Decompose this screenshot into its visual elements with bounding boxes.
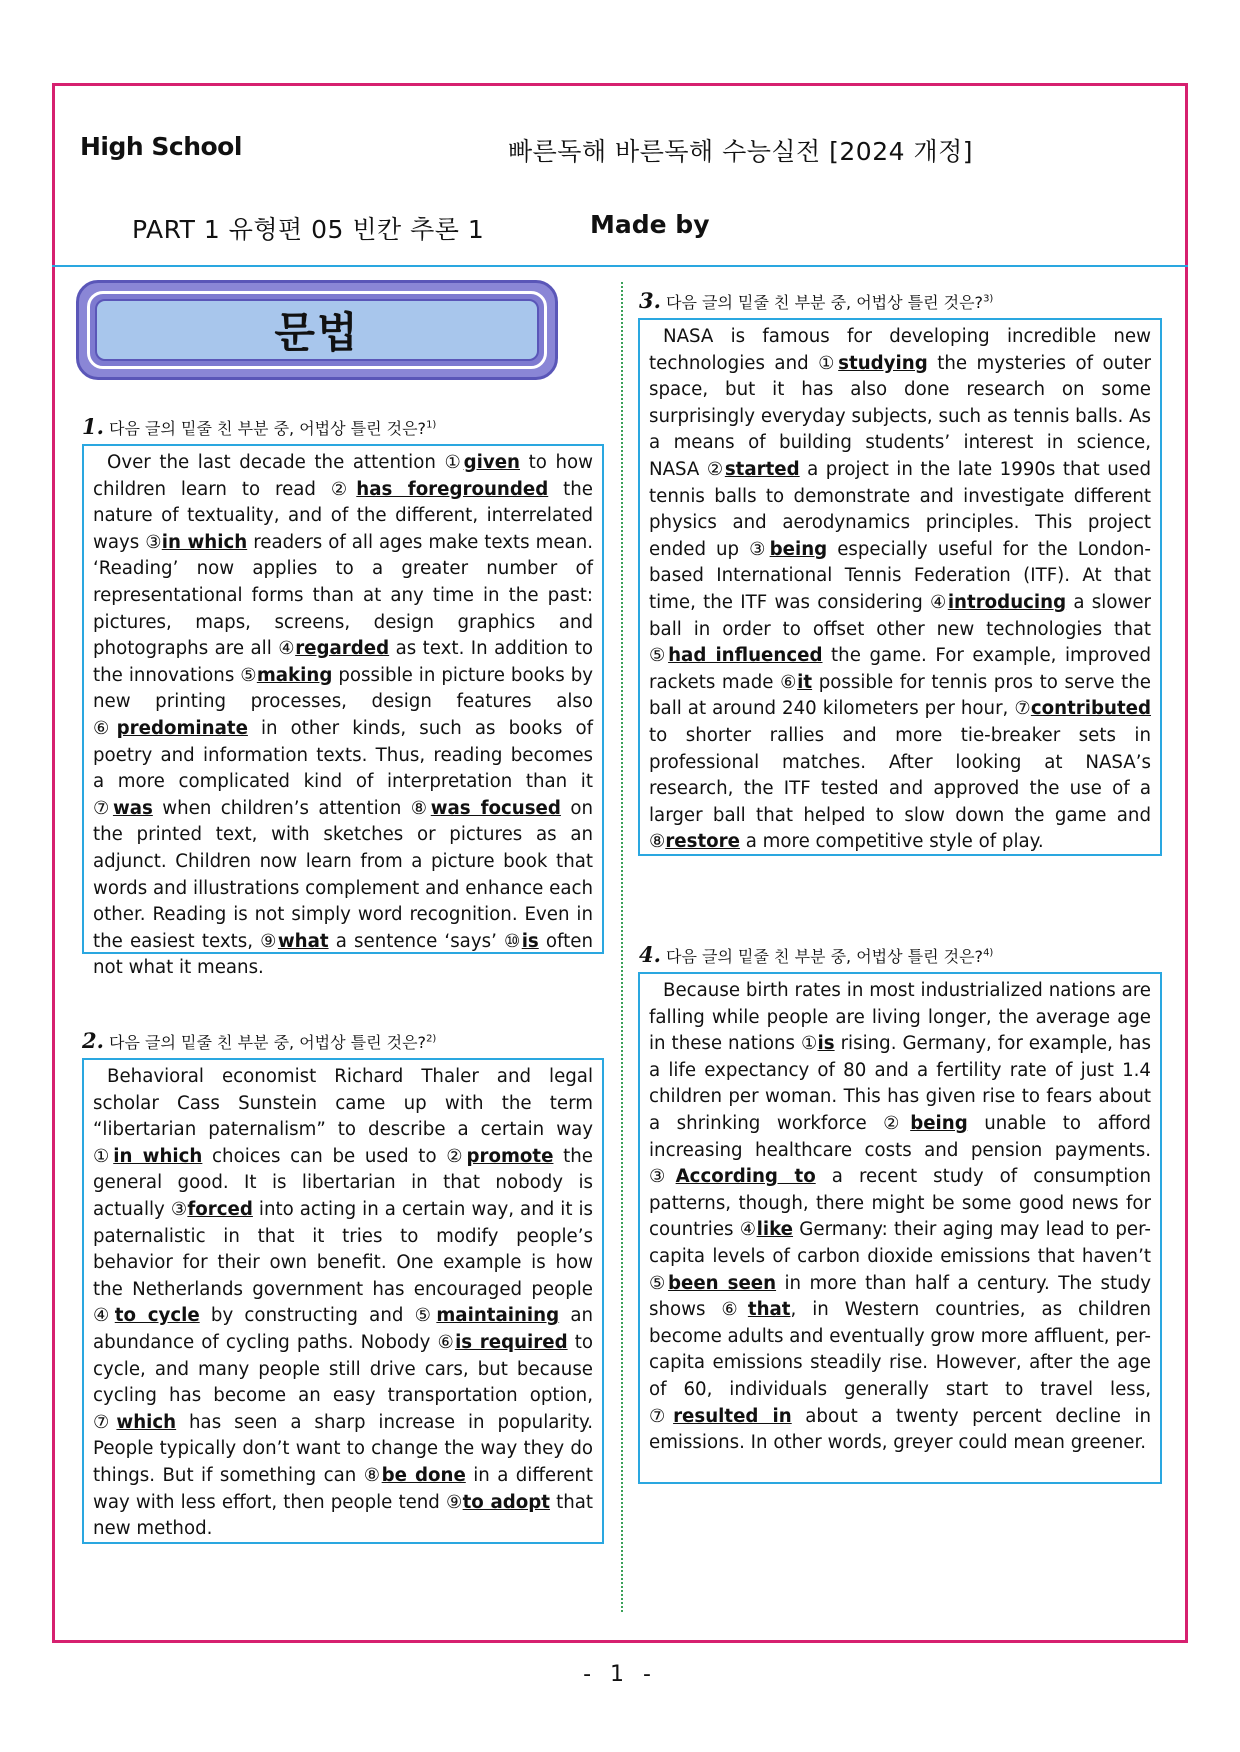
underlined-choice: contributed bbox=[1030, 698, 1151, 720]
choice-marker: ⑨ bbox=[260, 930, 278, 952]
passage-text-segment: as text. In addition to the innovations bbox=[93, 638, 593, 686]
passage-text-segment: in more than half a century. The study shows bbox=[649, 1272, 1151, 1321]
passage-text-segment: , in Western countries, as children become adults and eventually grow more affluent, per-capita emissions steadily rise. However, after the age of 60, individuals generally start to travel less, bbox=[649, 1299, 1151, 1400]
passage-text-segment: a more competitive style of play. bbox=[739, 831, 1044, 853]
choice-marker: ③ bbox=[170, 1198, 188, 1220]
underlined-choice: is required bbox=[455, 1331, 568, 1353]
underlined-choice: being bbox=[910, 1112, 968, 1134]
choice-marker: ⑦ bbox=[93, 1411, 117, 1433]
passage-text-segment: to how children learn to read bbox=[93, 452, 593, 500]
underlined-choice: is bbox=[521, 930, 539, 952]
underlined-choice: started bbox=[724, 458, 800, 480]
underlined-choice: given bbox=[463, 452, 520, 473]
header-book-title: 빠른독해 바른독해 수능실전 [2024 개정] bbox=[508, 137, 974, 166]
underlined-choice: what bbox=[277, 930, 329, 952]
passage-text-segment: rising. Germany, for example, has a life expectancy of 80 and a fertility rate of just 1.4 children per woman. This has given rise to fears about a shrinking workforce bbox=[649, 1033, 1151, 1134]
question-1-prompt: 다음 글의 밑줄 친 부분 중, 어법상 틀린 것은? bbox=[109, 419, 427, 438]
choice-marker: ① bbox=[801, 1033, 818, 1055]
question-2-prompt: 다음 글의 밑줄 친 부분 중, 어법상 틀린 것은? bbox=[109, 1033, 427, 1052]
passage-text-segment: to shorter rallies and more tie-breaker sets in professional matches. After looking at NASA’s research, the ITF tested and approved the use of a larger ball that helped to slow down the game and bbox=[649, 724, 1151, 826]
underlined-choice: studying bbox=[838, 352, 928, 374]
choice-marker: ⑦ bbox=[649, 1405, 674, 1427]
choice-marker: ⑨ bbox=[445, 1491, 463, 1513]
underlined-choice: According to bbox=[675, 1166, 816, 1188]
choice-marker: ⑤ bbox=[240, 664, 257, 686]
underlined-choice: being bbox=[769, 538, 828, 560]
question-2-heading bbox=[82, 1028, 436, 1053]
passage-text-segment: possible in picture books by new printing processes, design features also bbox=[93, 664, 594, 713]
question-4-passage bbox=[638, 972, 1162, 1484]
section-badge-inner bbox=[95, 299, 539, 361]
underlined-choice: introducing bbox=[947, 591, 1067, 613]
column-divider bbox=[621, 282, 623, 1612]
page-number: - 1 - bbox=[583, 1662, 657, 1687]
passage-text-segment: has seen a sharp increase in popularity. People typically don’t want to change the way they do things. But if something can bbox=[93, 1411, 593, 1486]
section-badge bbox=[76, 280, 558, 380]
choice-marker: ⑥ bbox=[721, 1299, 748, 1321]
choice-marker: ③ bbox=[145, 531, 162, 553]
underlined-choice: regarded bbox=[295, 638, 390, 660]
question-2-text bbox=[93, 1064, 593, 1543]
underlined-choice: in which bbox=[113, 1145, 203, 1167]
question-4-heading bbox=[639, 942, 993, 967]
question-1-number: 1. bbox=[82, 414, 104, 439]
question-4-number: 4. bbox=[639, 942, 661, 967]
passage-text-segment: a sentence ‘says’ bbox=[328, 930, 505, 952]
question-1-heading bbox=[82, 414, 436, 439]
underlined-choice: had influenced bbox=[668, 645, 823, 667]
question-3-number: 3. bbox=[639, 288, 661, 313]
underlined-choice: maintaining bbox=[436, 1305, 560, 1327]
choice-marker: ⑥ bbox=[93, 717, 117, 739]
question-4-text bbox=[649, 978, 1151, 1457]
passage-text-segment: when children’s attention bbox=[152, 797, 411, 819]
underlined-choice: to cycle bbox=[114, 1305, 200, 1327]
underlined-choice: is bbox=[817, 1033, 835, 1055]
section-badge-label: 문법 bbox=[274, 308, 360, 357]
passage-text-segment: in a different way with less effort, then people tend bbox=[93, 1464, 594, 1513]
question-4-prompt: 다음 글의 밑줄 친 부분 중, 어법상 틀린 것은? bbox=[666, 947, 984, 966]
underlined-choice: was focused bbox=[430, 797, 561, 819]
underlined-choice: to adopt bbox=[462, 1491, 550, 1513]
passage-text-segment: readers of all ages make texts mean. ‘Reading’ now applies to a greater number of representational forms than at any time in the past: pictures, maps, screens, design graphics and photographs are all bbox=[93, 531, 593, 660]
choice-marker: ② bbox=[706, 458, 725, 480]
passage-text-segment: into acting in a certain way, and it is paternalistic in that it tries to modify people’s behavior for their own benefit. One example is how the Netherlands government has encouraged people bbox=[93, 1198, 594, 1300]
passage-text-segment: Over the last decade the attention bbox=[107, 452, 445, 473]
header-made-by: Made by bbox=[590, 210, 710, 239]
question-1-ref: 1) bbox=[426, 419, 437, 431]
underlined-choice: in which bbox=[161, 531, 248, 553]
passage-text-segment: Behavioral economist Richard Thaler and legal scholar Cass Sunstein came up with the term “libertarian paternalism” to describe a certain way bbox=[93, 1066, 593, 1141]
passage-text-segment: a slower ball in order to offset other new technologies that bbox=[649, 591, 1152, 640]
choice-marker: ⑥ bbox=[780, 671, 798, 693]
choice-marker: ① bbox=[818, 352, 839, 374]
header-divider bbox=[52, 265, 1188, 267]
choice-marker: ⑤ bbox=[414, 1305, 437, 1327]
choice-marker: ③ bbox=[749, 538, 770, 560]
choice-marker: ④ bbox=[278, 638, 296, 660]
choice-marker: ⑦ bbox=[93, 797, 113, 819]
passage-text-segment: the general good. It is libertarian in that nobody is actually bbox=[93, 1145, 593, 1220]
passage-text-segment: Because birth rates in most industrialized nations are falling while people are living longer, the average age in these nations bbox=[649, 980, 1151, 1055]
passage-text-segment: unable to afford increasing healthcare costs and pension payments. bbox=[649, 1112, 1151, 1161]
question-1-text bbox=[93, 450, 593, 982]
passage-text-segment: on the printed text, with sketches or pictures as an adjunct. Children now learn from a picture book that words and illustrations complement and enhance each other. Reading is not simply word recognition. Even in the easiest texts, bbox=[93, 797, 593, 952]
underlined-choice: been seen bbox=[667, 1272, 777, 1294]
choice-marker: ⑥ bbox=[437, 1331, 456, 1353]
choice-marker: ⑤ bbox=[649, 1272, 668, 1294]
choice-marker: ④ bbox=[93, 1305, 115, 1327]
passage-text-segment: possible for tennis pros to serve the ball at around 240 kilometers per hour, bbox=[649, 671, 1151, 720]
underlined-choice: making bbox=[256, 664, 333, 686]
passage-text-segment: an abundance of cycling paths. Nobody bbox=[93, 1305, 594, 1353]
choice-marker: ① bbox=[444, 452, 464, 473]
underlined-choice: that bbox=[747, 1299, 791, 1321]
passage-text-segment: the game. For example, improved rackets made bbox=[649, 645, 1151, 693]
question-1-passage bbox=[82, 444, 604, 979]
choice-marker: ⑩ bbox=[504, 930, 522, 952]
underlined-choice: like bbox=[756, 1219, 794, 1241]
passage-text-segment: a project in the late 1990s that used tennis balls to demonstrate and investigate different physics and aerodynamics principles. This project ended up bbox=[649, 458, 1152, 560]
question-3-ref: 3) bbox=[983, 293, 994, 305]
header-part-title: PART 1 유형편 05 빈칸 추론 1 bbox=[132, 215, 485, 244]
question-3-prompt: 다음 글의 밑줄 친 부분 중, 어법상 틀린 것은? bbox=[666, 293, 984, 312]
passage-text-segment: a recent study of consumption patterns, though, there might be some good news for countries bbox=[649, 1166, 1151, 1241]
passage-text-segment: about a twenty percent decline in emissions. In other words, greyer could mean greener. bbox=[649, 1405, 1151, 1454]
choice-marker: ② bbox=[883, 1112, 911, 1134]
passage-text-segment: Germany: their aging may lead to per-capita levels of carbon dioxide emissions that haven’t bbox=[649, 1219, 1151, 1267]
underlined-choice: restore bbox=[665, 831, 740, 853]
question-4-ref: 4) bbox=[983, 947, 994, 959]
underlined-choice: has foregrounded bbox=[356, 478, 549, 500]
question-3-passage bbox=[638, 318, 1162, 856]
underlined-choice: be done bbox=[381, 1464, 466, 1486]
passage-text-segment: to cycle, and many people still drive cars, but because cycling has become an easy transportation option, bbox=[93, 1331, 593, 1407]
choice-marker: ② bbox=[446, 1145, 467, 1167]
passage-text-segment: by constructing and bbox=[199, 1305, 415, 1327]
question-3-text bbox=[649, 324, 1151, 856]
choice-marker: ④ bbox=[739, 1219, 757, 1241]
choice-marker: ⑧ bbox=[649, 831, 666, 853]
passage-text-segment: especially useful for the London-based International Tennis Federation (ITF). At that time, the ITF was considering bbox=[649, 538, 1151, 613]
choice-marker: ④ bbox=[930, 591, 948, 613]
underlined-choice: forced bbox=[187, 1198, 253, 1220]
question-3-heading bbox=[639, 288, 993, 313]
passage-text-segment: the mysteries of outer space, but it has also done research on some surprisingly everyday subjects, such as tennis balls. As a means of building students’ interest in science, NASA bbox=[649, 352, 1151, 480]
underlined-choice: resulted in bbox=[673, 1405, 792, 1427]
choice-marker: ⑤ bbox=[649, 645, 669, 667]
underlined-choice: which bbox=[116, 1411, 177, 1433]
underlined-choice: it bbox=[797, 671, 813, 693]
choice-marker: ① bbox=[93, 1145, 114, 1167]
passage-text-segment: choices can be used to bbox=[202, 1145, 447, 1167]
choice-marker: ② bbox=[330, 478, 357, 500]
choice-marker: ⑦ bbox=[1014, 698, 1031, 720]
passage-text-segment: often not what it means. bbox=[93, 930, 593, 979]
question-2-number: 2. bbox=[82, 1028, 104, 1053]
passage-text-segment: NASA is famous for developing incredible new technologies and bbox=[649, 326, 1151, 374]
underlined-choice: predominate bbox=[116, 717, 248, 739]
passage-text-segment: the nature of textuality, and of the different, interrelated ways bbox=[93, 478, 593, 553]
passage-text-segment: in other kinds, such as books of poetry and information texts. Thus, reading becomes a more complicated kind of interpretation than it bbox=[93, 717, 593, 793]
choice-marker: ⑧ bbox=[410, 797, 431, 819]
choice-marker: ③ bbox=[649, 1166, 676, 1188]
choice-marker: ⑧ bbox=[363, 1464, 382, 1486]
underlined-choice: promote bbox=[466, 1145, 554, 1167]
question-2-passage bbox=[82, 1058, 604, 1544]
header-school: High School bbox=[80, 132, 242, 161]
question-2-ref: 2) bbox=[426, 1033, 437, 1045]
passage-text-segment: that new method. bbox=[93, 1491, 594, 1540]
underlined-choice: was bbox=[112, 797, 153, 819]
